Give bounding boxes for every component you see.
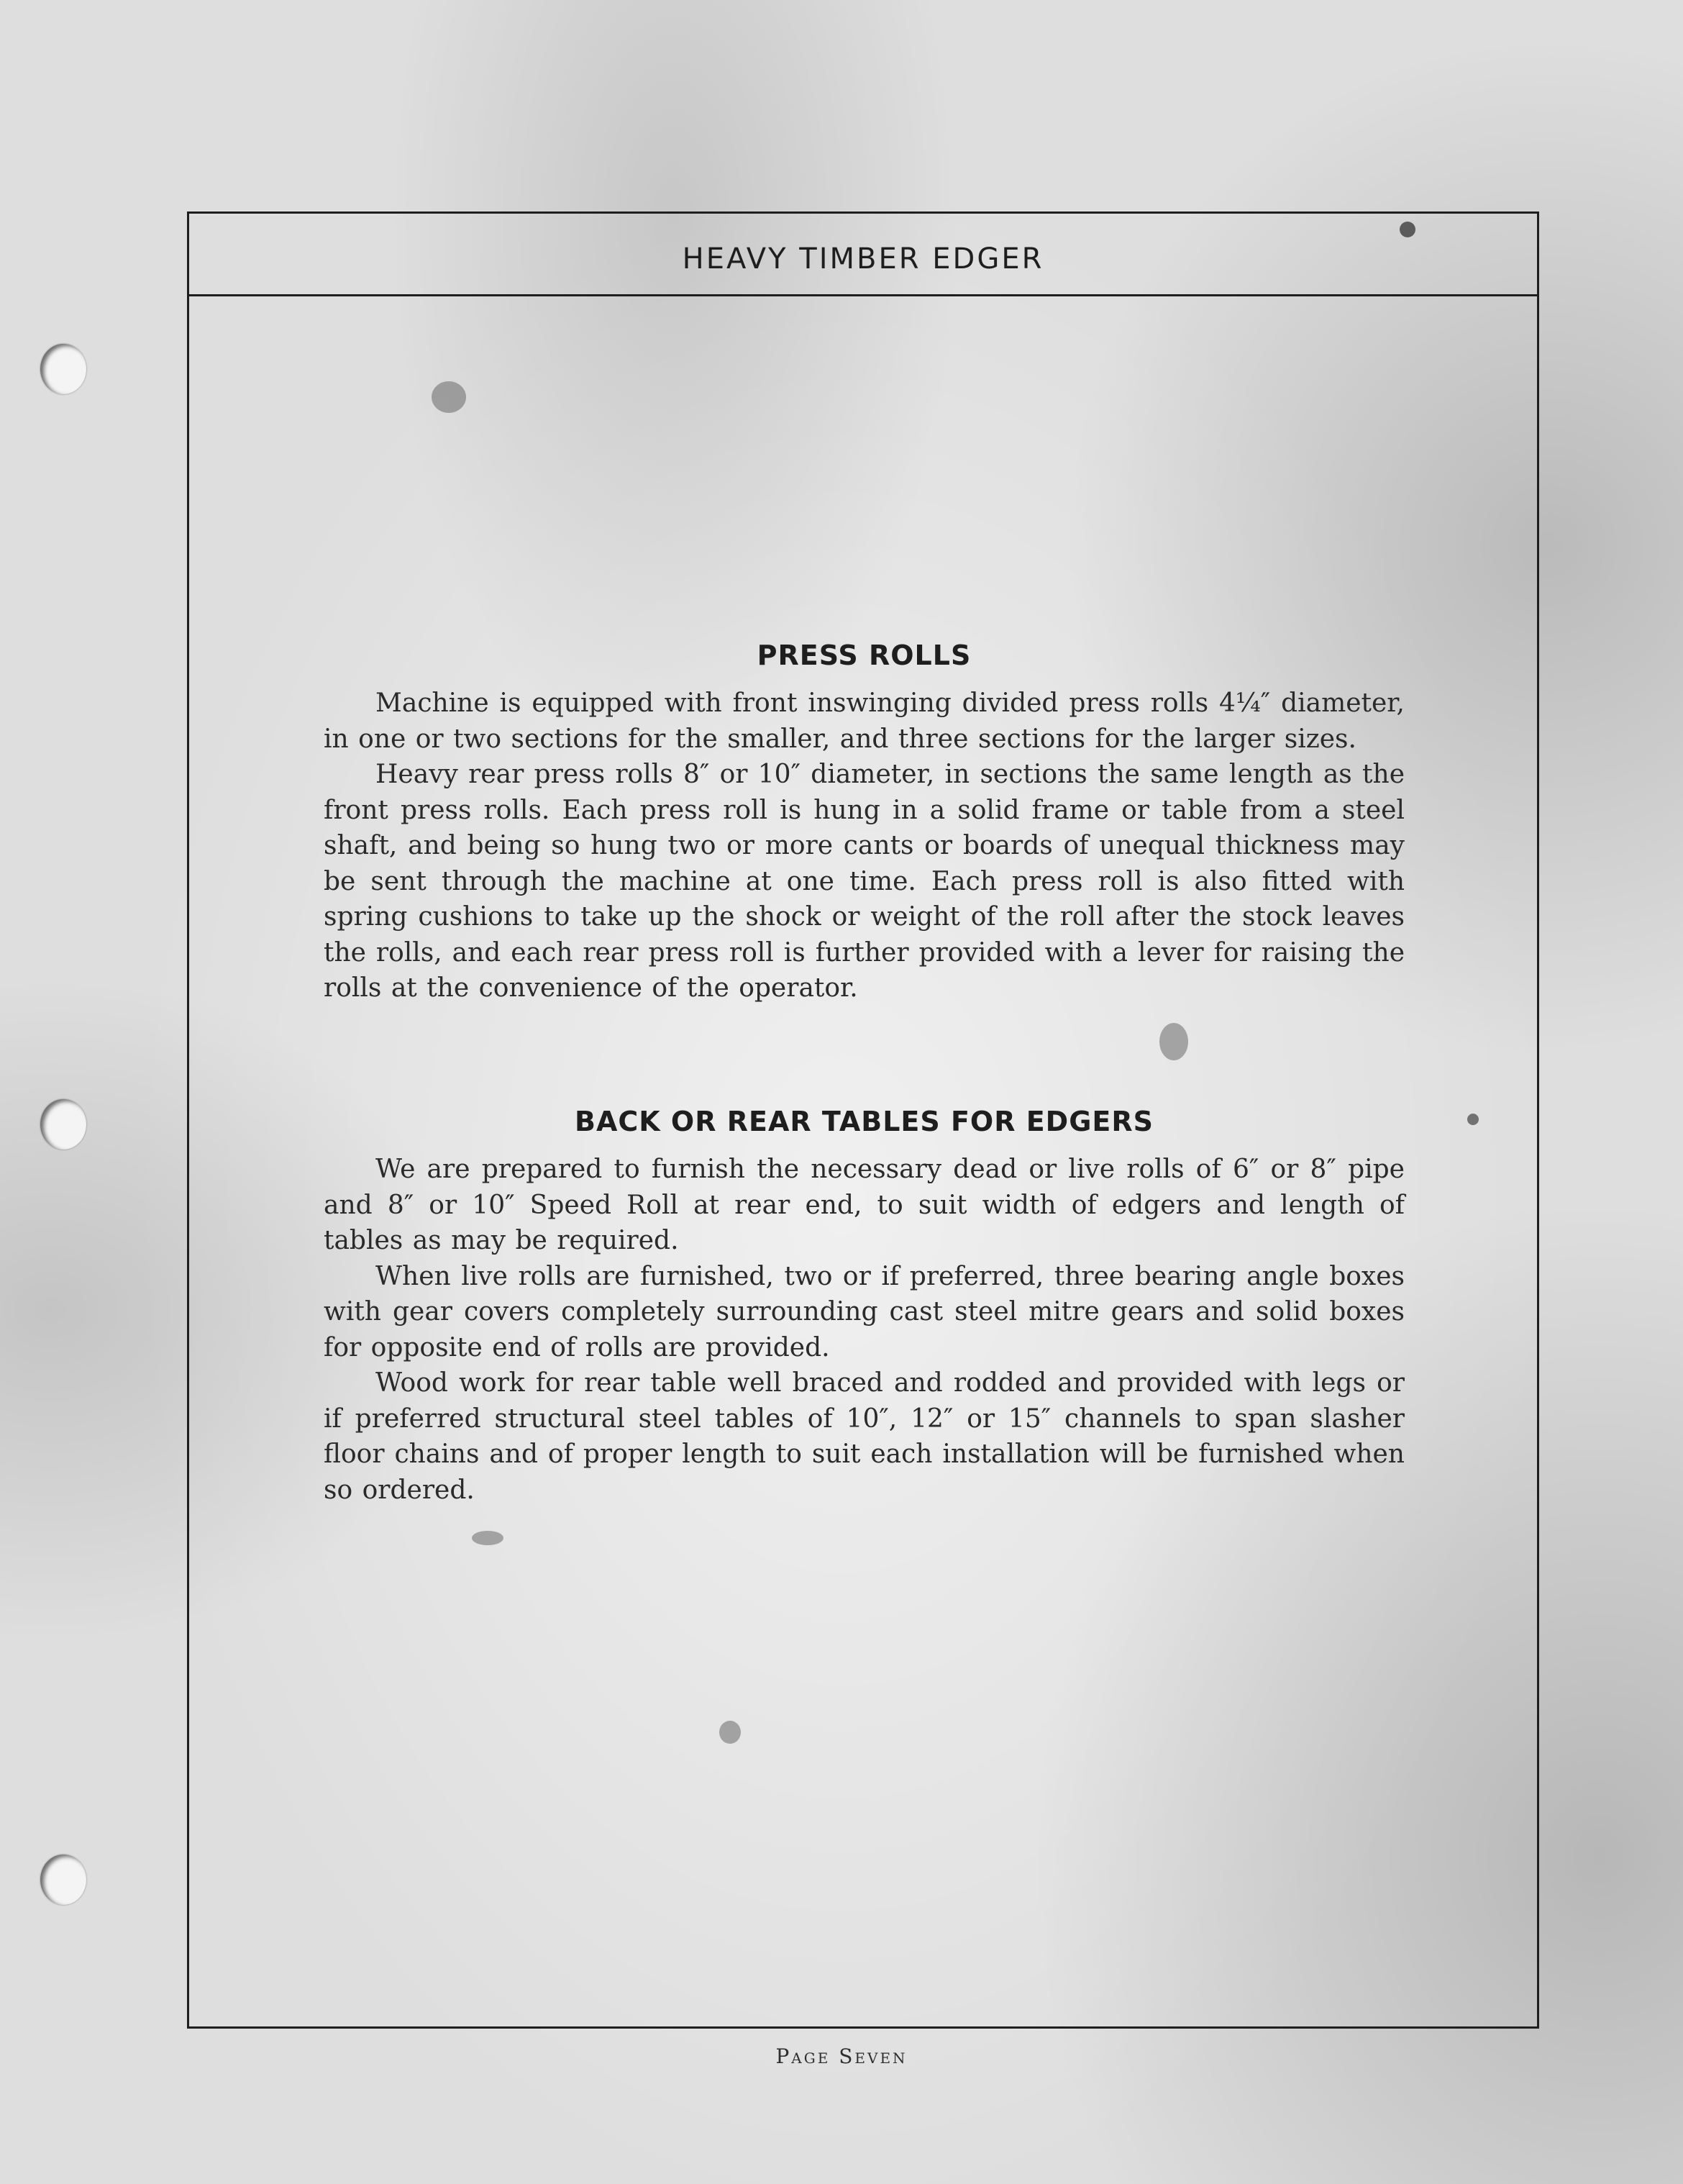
punch-hole-middle [40, 1099, 86, 1150]
body-paragraph: Heavy rear press rolls 8″ or 10″ diameter, in sections the same length as the front press rolls. Each press roll is hung in a solid frame or table from a steel shaft, and being so hung two or more cants or boards of unequal thickness may be sent through the machine at one time. Each press roll is also fitted with spring cushions to take up the shock or weight of the roll after the stock leaves the rolls, and each rear press roll is further provided with a lever for raising the rolls at the convenience of the operator. [324, 760, 1405, 1003]
running-header [189, 214, 1537, 296]
body-paragraph: We are prepared to furnish the necessary dead or live rolls of 6″ or 8″ pipe and 8″ or 10″ Speed Roll at rear end, to suit width of edgers and length of tables as may be required. [324, 1155, 1405, 1255]
punch-hole-bottom [40, 1855, 86, 1905]
section-heading: PRESS ROLLS [757, 640, 972, 671]
press-rolls-section [324, 640, 1405, 1006]
body-paragraph: Machine is equipped with front inswinging divided press rolls 4¼″ diameter, in one or two sections for the smaller, and three sections for the larger sizes. [324, 688, 1405, 754]
running-header-title: HEAVY TIMBER EDGER [682, 242, 1044, 276]
body-paragraph: When live rolls are furnished, two or if preferred, three bearing angle boxes with gear covers completely surrounding cast steel mitre gears and solid boxes for opposite end of rolls are provided. [324, 1261, 1405, 1362]
rear-tables-section [324, 1106, 1405, 1508]
punch-hole-top [40, 344, 86, 394]
page-number: Page Seven [775, 2044, 908, 2068]
page-border-frame [187, 211, 1539, 2029]
section-heading: BACK OR REAR TABLES FOR EDGERS [575, 1106, 1154, 1137]
body-paragraph: Wood work for rear table well braced and rodded and provided with legs or if preferred structural steel tables of 10″, 12″ or 15″ channels to span slasher floor chains and of proper length to suit each installation will be furnished when so ordered. [324, 1368, 1405, 1505]
